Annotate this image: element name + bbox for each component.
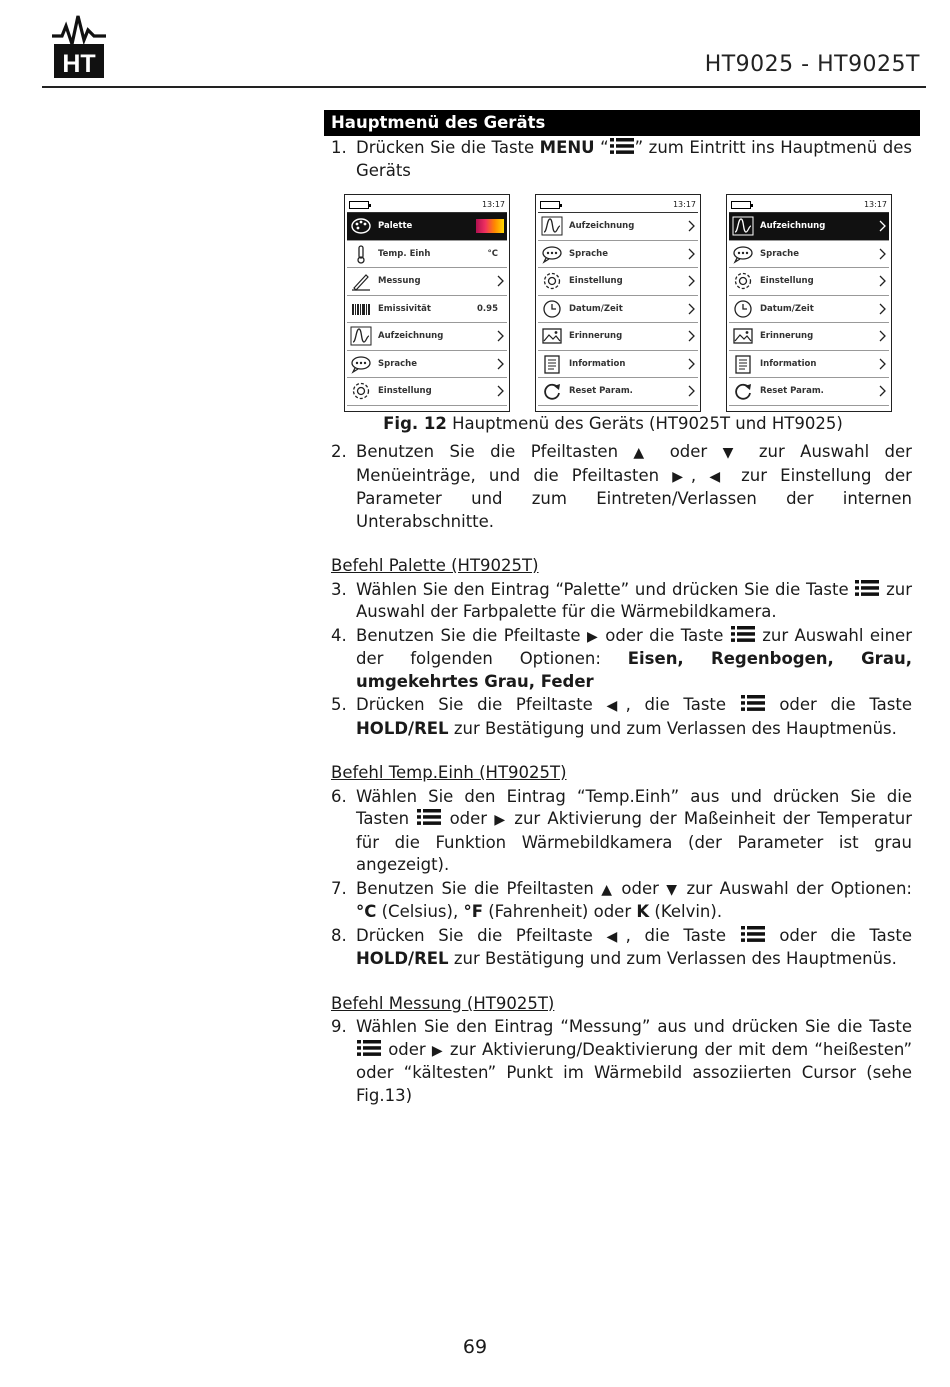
item-number: 4. bbox=[331, 625, 347, 645]
menu-row-label: Einstellung bbox=[378, 386, 432, 397]
item-text: Benutzen Sie die Pfeiltaste ▶ oder die Taste zur Auswahl einer der folgenden Optionen: Eisen, Regenbogen, Grau, umgekehrtes Grau, Feder bbox=[356, 625, 912, 691]
menu-row-label: Datum/Zeit bbox=[760, 303, 814, 314]
ht-logo bbox=[50, 10, 108, 80]
arrow-up-icon: ▲ bbox=[601, 881, 615, 898]
menu-row bbox=[729, 241, 889, 269]
menu-row-label: Reset Param. bbox=[760, 386, 824, 397]
list-item bbox=[324, 625, 920, 694]
item-number: 5. bbox=[331, 695, 347, 714]
menu-row bbox=[538, 241, 698, 269]
menu-row-label: Aufzeichnung bbox=[760, 221, 826, 232]
list-item bbox=[324, 786, 920, 877]
battery-icon bbox=[731, 201, 751, 209]
arrow-left-icon: ◀ bbox=[606, 698, 626, 714]
palette-icon bbox=[350, 216, 372, 236]
menu-row-label: Temp. Einh bbox=[378, 248, 431, 259]
list-item bbox=[324, 878, 920, 924]
item-number: 7. bbox=[331, 878, 347, 898]
menu-row-label: Information bbox=[569, 358, 626, 369]
section-title: Hauptmenü des Geräts bbox=[324, 110, 920, 136]
settings-icon bbox=[541, 271, 563, 291]
clock-time: 13:17 bbox=[863, 200, 887, 209]
menu-key-icon bbox=[854, 580, 880, 599]
menu-row-label: Sprache bbox=[760, 248, 799, 259]
menu-key-icon bbox=[730, 626, 756, 645]
menu-key-icon bbox=[740, 695, 766, 714]
main-content bbox=[324, 110, 920, 1107]
arrow-left-icon: ◀ bbox=[709, 468, 728, 485]
arrow-right-icon: ▶ bbox=[672, 468, 691, 485]
menu-row bbox=[538, 268, 698, 296]
item-number: 9. bbox=[331, 1017, 347, 1036]
item-text: Wählen Sie den Eintrag “Temp.Einh” aus und drücken Sie die Tasten oder ▶ zur Aktivierung der Maßeinheit der Temperatur für die Funktion Wärmebildkamera (der Parameter ist grau angezeigt). bbox=[356, 786, 912, 874]
menu-row-label: Einstellung bbox=[569, 276, 623, 287]
battery-icon bbox=[349, 201, 369, 209]
language-icon bbox=[732, 244, 754, 264]
item-text: Drücken Sie die Pfeiltaste ◀, die Taste oder die Taste HOLD/REL zur Bestätigung und zum Verlassen des Hauptmenüs. bbox=[356, 695, 912, 738]
chevron-right-icon bbox=[687, 248, 695, 260]
menu-key-icon bbox=[740, 926, 766, 945]
list-item bbox=[324, 694, 920, 740]
list-item bbox=[324, 925, 920, 971]
menu-row-label: Sprache bbox=[569, 248, 608, 259]
document-icon bbox=[732, 354, 754, 374]
item-text: Benutzen Sie die Pfeiltasten ▲ oder ▼ zur Auswahl der Menüeinträge, und die Pfeiltasten ▶, ◀ zur Einstellung der Parameter und zum Eintreten/Verlassen der internen Unterabschnitte. bbox=[356, 442, 912, 531]
header-divider bbox=[42, 86, 926, 88]
status-bar bbox=[538, 197, 698, 213]
arrow-down-icon: ▼ bbox=[722, 445, 744, 461]
item-text: Drücken Sie die Taste MENU “ ” zum Eintritt ins Hauptmenü des Geräts bbox=[356, 138, 912, 180]
menu-row-label: Einstellung bbox=[760, 276, 814, 287]
menu-row-value: °C bbox=[487, 248, 498, 259]
menu-row-label: Aufzeichnung bbox=[569, 221, 635, 232]
list-item bbox=[324, 1016, 920, 1107]
language-icon bbox=[541, 244, 563, 264]
item-number: 1. bbox=[331, 138, 347, 157]
image-icon bbox=[732, 326, 754, 346]
menu-row-label: Erinnerung bbox=[760, 331, 814, 342]
chevron-right-icon bbox=[496, 275, 504, 287]
chevron-right-icon bbox=[496, 330, 504, 342]
menu-row bbox=[347, 323, 507, 351]
device-screen bbox=[535, 194, 701, 412]
menu-row bbox=[729, 323, 889, 351]
menu-row-value: 0.95 bbox=[477, 303, 498, 314]
menu-row bbox=[347, 241, 507, 269]
menu-row bbox=[538, 351, 698, 379]
clock-time: 13:17 bbox=[481, 200, 505, 209]
list-item bbox=[324, 579, 920, 624]
measure-icon bbox=[350, 271, 372, 291]
chevron-right-icon bbox=[687, 303, 695, 315]
battery-icon bbox=[540, 201, 560, 209]
settings-icon bbox=[350, 381, 372, 401]
clock-icon bbox=[541, 299, 563, 319]
arrow-right-icon: ▶ bbox=[586, 628, 599, 645]
arrow-right-icon: ▶ bbox=[431, 1042, 444, 1059]
subsection-heading: Befehl Temp.Einh (HT9025T) bbox=[331, 763, 567, 782]
status-bar bbox=[347, 197, 507, 213]
device-screen bbox=[726, 194, 892, 412]
palette-swatch bbox=[476, 219, 504, 233]
menu-row-label: Erinnerung bbox=[569, 331, 623, 342]
chevron-right-icon bbox=[878, 330, 886, 342]
clock-time: 13:17 bbox=[672, 200, 696, 209]
chevron-right-icon bbox=[496, 385, 504, 397]
model-title: HT9025 - HT9025T bbox=[704, 52, 920, 77]
menu-row bbox=[729, 268, 889, 296]
menu-row bbox=[538, 296, 698, 324]
menu-row bbox=[347, 213, 507, 241]
menu-row bbox=[538, 323, 698, 351]
item-number: 6. bbox=[331, 786, 347, 806]
menu-row-label: Palette bbox=[378, 221, 413, 232]
chevron-right-icon bbox=[878, 275, 886, 287]
item-text: Wählen Sie den Eintrag “Messung” aus und drücken Sie die Taste oder ▶ zur Aktivierung/Deaktivierung der mit dem “heißesten” oder “kältesten” Punkt im Wärmebild assoziierten Cursor (sehe Fig.13) bbox=[356, 1017, 912, 1105]
thermometer-icon bbox=[350, 244, 372, 264]
chevron-right-icon bbox=[878, 220, 886, 232]
page-number: 69 bbox=[462, 1336, 488, 1358]
chevron-right-icon bbox=[878, 303, 886, 315]
emissivity-icon bbox=[350, 299, 372, 319]
menu-row-label: Emissivität bbox=[378, 303, 431, 314]
item-text: Benutzen Sie die Pfeiltasten ▲ oder ▼ zur Auswahl der Optionen: °C (Celsius), °F (Fahrenheit) oder K (Kelvin). bbox=[356, 878, 912, 921]
chevron-right-icon bbox=[687, 385, 695, 397]
chevron-right-icon bbox=[687, 358, 695, 370]
clock-icon bbox=[732, 299, 754, 319]
chevron-right-icon bbox=[496, 358, 504, 370]
menu-row-label: Messung bbox=[378, 276, 421, 287]
status-bar bbox=[729, 197, 889, 213]
chevron-right-icon bbox=[687, 330, 695, 342]
image-icon bbox=[541, 326, 563, 346]
menu-row bbox=[347, 296, 507, 324]
menu-row bbox=[347, 351, 507, 379]
menu-row-label: Datum/Zeit bbox=[569, 303, 623, 314]
menu-row bbox=[729, 213, 889, 241]
item-number: 3. bbox=[331, 579, 347, 599]
arrow-up-icon: ▲ bbox=[633, 445, 655, 461]
menu-row bbox=[538, 378, 698, 406]
reset-icon bbox=[732, 381, 754, 401]
menu-row-label: Aufzeichnung bbox=[378, 331, 444, 342]
menu-row-label: Reset Param. bbox=[569, 386, 633, 397]
chevron-right-icon bbox=[878, 248, 886, 260]
chevron-right-icon bbox=[878, 385, 886, 397]
item-text: Drücken Sie die Pfeiltaste ◀, die Taste oder die Taste HOLD/REL zur Bestätigung und zum Verlassen des Hauptmenüs. bbox=[356, 925, 912, 968]
recording-icon bbox=[350, 326, 372, 346]
logo-text: HT bbox=[62, 50, 96, 78]
menu-row bbox=[729, 296, 889, 324]
device-screen bbox=[344, 194, 510, 412]
menu-key-icon bbox=[609, 137, 635, 155]
chevron-right-icon bbox=[687, 220, 695, 232]
arrow-right-icon: ▶ bbox=[494, 812, 508, 828]
menu-key-icon bbox=[356, 1040, 382, 1059]
recording-icon bbox=[541, 216, 563, 236]
menu-row bbox=[538, 213, 698, 241]
list-item bbox=[324, 137, 920, 182]
list-item bbox=[324, 441, 920, 533]
item-text: Wählen Sie den Eintrag “Palette” und drücken Sie die Taste zur Auswahl der Farbpalette für die Wärmebildkamera. bbox=[356, 579, 912, 621]
device-screens bbox=[324, 194, 920, 412]
recording-icon bbox=[732, 216, 754, 236]
menu-row-label: Sprache bbox=[378, 358, 417, 369]
subsection-heading: Befehl Messung (HT9025T) bbox=[331, 993, 555, 1013]
menu-row bbox=[729, 378, 889, 406]
subsection-heading: Befehl Palette (HT9025T) bbox=[331, 556, 539, 575]
menu-row bbox=[347, 268, 507, 296]
menu-row-label: Information bbox=[760, 358, 817, 369]
menu-row bbox=[729, 351, 889, 379]
item-number: 8. bbox=[331, 925, 347, 945]
settings-icon bbox=[732, 271, 754, 291]
menu-key-icon bbox=[416, 809, 442, 828]
arrow-left-icon: ◀ bbox=[606, 928, 626, 945]
chevron-right-icon bbox=[878, 358, 886, 370]
chevron-right-icon bbox=[687, 275, 695, 287]
figure-caption: Fig. 12 Hauptmenü des Geräts (HT9025T und HT9025) bbox=[383, 414, 843, 433]
arrow-down-icon: ▼ bbox=[666, 881, 680, 898]
item-number: 2. bbox=[331, 442, 347, 461]
menu-row bbox=[347, 378, 507, 406]
reset-icon bbox=[541, 381, 563, 401]
language-icon bbox=[350, 354, 372, 374]
document-icon bbox=[541, 354, 563, 374]
